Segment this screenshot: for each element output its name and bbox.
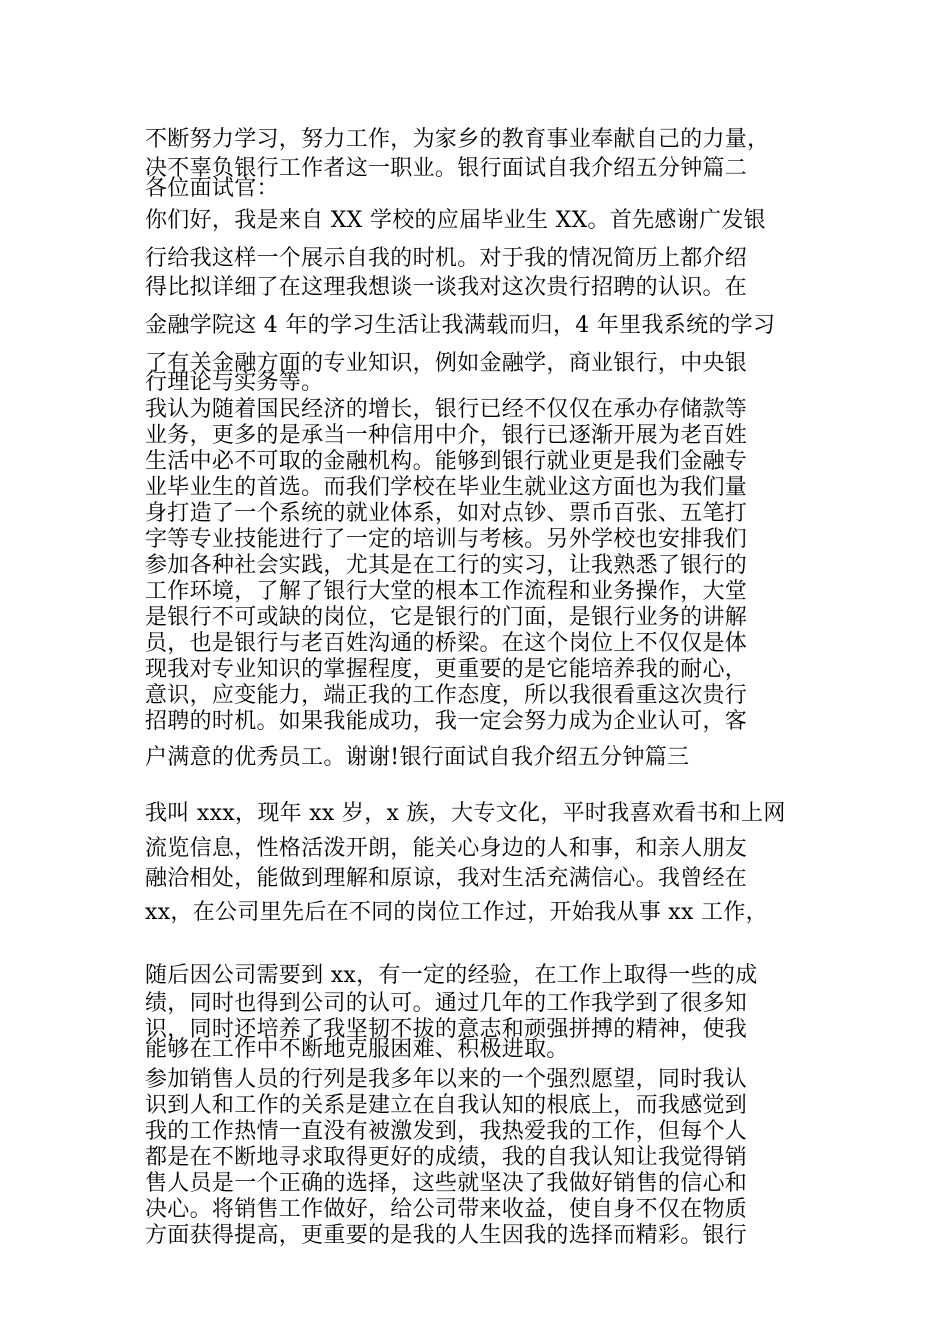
text-line: 绩，同时也得到公司的认可。通过几年的工作我学到了很多知: [145, 991, 748, 1016]
text-line: 了有关金融方面的专业知识，例如金融学，商业银行，中央银: [145, 351, 748, 376]
text-line: 各位面试官：: [145, 176, 279, 201]
text-line: 都是在不断地寻求取得更好的成绩，我的自我认知让我觉得销: [145, 1145, 748, 1170]
text-line: 行理论与实务等。: [145, 370, 324, 395]
text-line: 意识，应变能力，端正我的工作态度，所以我很看重这次贵行: [145, 683, 748, 708]
text-line: 我的工作热情一直没有被激发到，我热爱我的工作，但每个人: [145, 1119, 748, 1144]
text-line: 生活中必不可取的金融机构。能够到银行就业更是我们金融专: [145, 449, 748, 474]
text-line: 户满意的优秀员工。谢谢!银行面试自我介绍五分钟篇三: [145, 745, 690, 770]
text-line: 随后因公司需要到 xx，有一定的经验，在工作上取得一些的成: [145, 963, 758, 988]
text-line: 身打造了一个系统的就业体系，如对点钞、票币百张、五笔打: [145, 501, 748, 526]
text-line: 业毕业生的首选。而我们学校在毕业生就业这方面也为我们量: [145, 475, 748, 500]
text-line: 字等专业技能进行了一定的培训与考核。另外学校也安排我们: [145, 527, 748, 552]
text-line: 流览信息，性格活泼开朗，能关心身边的人和事，和亲人朋友: [145, 836, 748, 861]
text-line: 决不辜负银行工作者这一职业。银行面试自我介绍五分钟篇二: [145, 156, 748, 181]
text-line: 售人员是一个正确的选择，这些就坚决了我做好销售的信心和: [145, 1171, 748, 1196]
text-line: 识到人和工作的关系是建立在自我认知的根底上，而我感觉到: [145, 1093, 748, 1118]
text-line: 能够在工作中不断地克服困难、积极进取。: [145, 1037, 569, 1062]
text-line: 金融学院这 4 年的学习生活让我满载而归，4 年里我系统的学习: [145, 313, 776, 338]
text-line: 不断努力学习，努力工作，为家乡的教育事业奉献自己的力量，: [145, 127, 770, 152]
text-line: 融洽相处，能做到理解和原谅，我对生活充满信心。我曾经在: [145, 866, 748, 891]
text-line: 行给我这样一个展示自我的时机。对于我的情况简历上都介绍: [145, 246, 748, 271]
text-line: 我叫 xxx，现年 xx 岁，x 族，大专文化，平时我喜欢看书和上网: [145, 801, 786, 826]
text-line: xx，在公司里先后在不同的岗位工作过，开始我从事 xx 工作，: [145, 900, 768, 925]
text-line: 是银行不可或缺的岗位，它是银行的门面，是银行业务的讲解: [145, 605, 748, 630]
text-line: 参加销售人员的行列是我多年以来的一个强烈愿望，同时我认: [145, 1067, 748, 1092]
text-line: 员，也是银行与老百姓沟通的桥梁。在这个岗位上不仅仅是体: [145, 631, 748, 656]
text-line: 你们好，我是来自 XX 学校的应届毕业生 XX。首先感谢广发银: [145, 208, 766, 233]
text-line: 现我对专业知识的掌握程度，更重要的是它能培养我的耐心，: [145, 657, 748, 682]
text-line: 业务，更多的是承当一种信用中介，银行已逐渐开展为老百姓: [145, 423, 748, 448]
text-line: 得比拟详细了在这理我想谈一谈我对这次贵行招聘的认识。在: [145, 275, 748, 300]
text-line: 工作环境，了解了银行大堂的根本工作流程和业务操作，大堂: [145, 579, 748, 604]
text-line: 参加各种社会实践，尤其是在工行的实习，让我熟悉了银行的: [145, 553, 748, 578]
text-line: 招聘的时机。如果我能成功，我一定会努力成为企业认可，客: [145, 709, 748, 734]
text-line: 识，同时还培养了我坚韧不拔的意志和顽强拼搏的精神，使我: [145, 1017, 748, 1042]
text-line: 方面获得提高，更重要的是我的人生因我的选择而精彩。银行: [145, 1223, 748, 1248]
text-line: 决心。将销售工作做好，给公司带来收益，使自身不仅在物质: [145, 1197, 748, 1222]
text-line: 我认为随着国民经济的增长，银行已经不仅仅在承办存储款等: [145, 397, 748, 422]
